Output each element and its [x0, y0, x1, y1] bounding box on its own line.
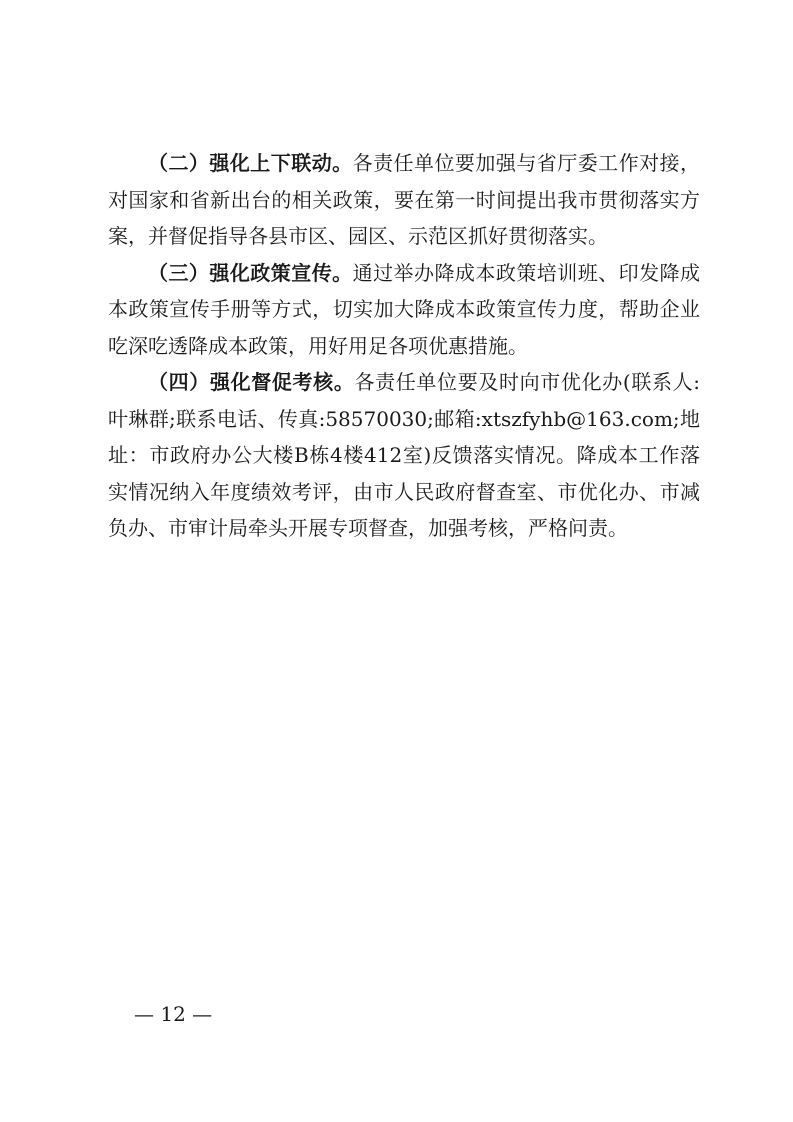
paragraph-text: 各责任单位要及时向市优化办(联系人:叶琳群;联系电话、传真:58570030;邮箱:xtszfyhb@163.com;地址：市政府办公大楼B栋4楼412室)反馈落实情况。降成本工作落实情况纳入年度绩效考评，由市人民政府督查室、市优化办、市减负办、市审计局牵头开展专项督查，加强考核，严格问责。 [108, 370, 700, 540]
paragraph-heading: （三）强化政策宣传。 [148, 260, 353, 285]
page-number: — 12 — [134, 1002, 213, 1026]
paragraph-strengthen-publicity [108, 255, 700, 365]
paragraph-strengthen-supervision [108, 364, 700, 547]
paragraph-strengthen-coordination [108, 145, 700, 255]
paragraph-heading: （四）强化督促考核。 [148, 370, 355, 394]
paragraph-text: 各责任单位要加强与省厅委工作对接，对国家和省新出台的相关政策，要在第一时间提出我市贯彻落实方案，并督促指导各县市区、园区、示范区抓好贯彻落实。 [108, 151, 701, 248]
document-body [108, 145, 700, 547]
paragraph-heading: （二）强化上下联动。 [148, 151, 353, 175]
paragraph-text: 通过举办降成本政策培训班、印发降成本政策宣传手册等方式，切实加大降成本政策宣传力度，帮助企业吃深吃透降成本政策，用好用足各项优惠措施。 [108, 260, 701, 358]
